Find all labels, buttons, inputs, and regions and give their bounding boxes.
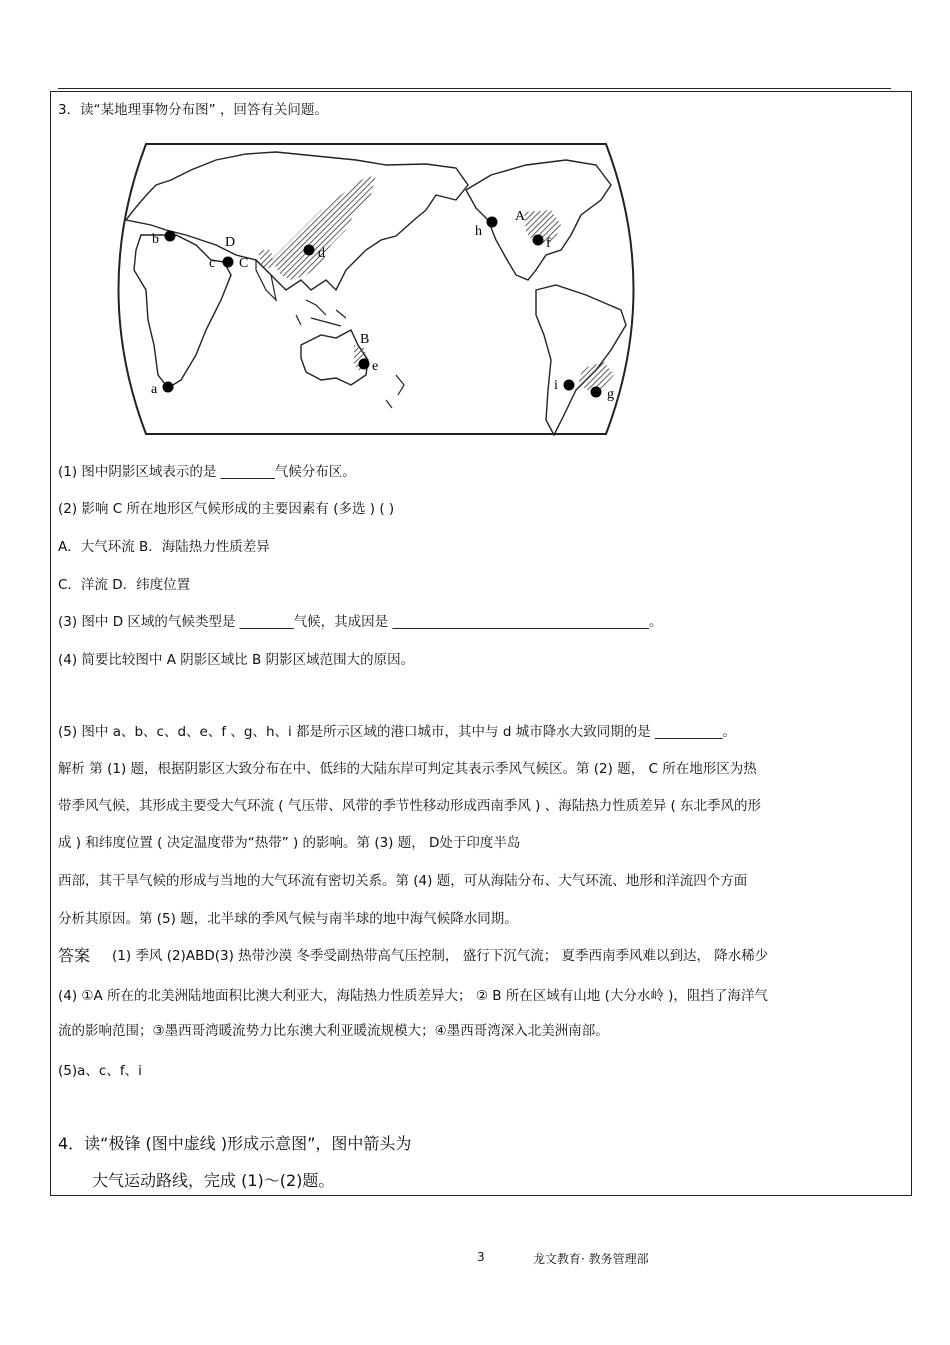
- footer-org: 龙文教育· 教务管理部: [533, 1252, 649, 1266]
- q3-part3: (3) 图中 D 区域的气候类型是 ________气候，其成因是 ______________________________________。: [58, 614, 663, 630]
- page-number: 3: [477, 1250, 485, 1264]
- city-dot-g: [591, 387, 602, 398]
- city-dot-e: [359, 359, 370, 370]
- city-dot-b: [165, 231, 176, 242]
- map-label-g: g: [607, 387, 614, 402]
- answer-line: (4) ①A 所在的北美洲陆地面积比澳大利亚大，海陆热力性质差异大； ② B 所在区域有山地 (大分水岭 )，阻挡了海洋气: [58, 988, 768, 1004]
- shaded-region-south-america: [578, 362, 614, 390]
- map-label-e: e: [372, 359, 379, 374]
- q3-part2-options-cd: C．洋流 D．纬度位置: [58, 577, 191, 593]
- map-label-f: f: [546, 236, 551, 251]
- map-label-B: B: [360, 332, 370, 347]
- question3-title: 3．读“某地理事物分布图” ，回答有关问题。: [58, 102, 328, 118]
- answer-line: (5)a、c、f、i: [58, 1063, 142, 1079]
- islands-outline: [296, 300, 346, 326]
- q3-part5: (5) 图中 a、b、c、d、e、f 、g、h、i 都是所示区域的港口城市，其中与 d 城市降水大致同期的是 __________。: [58, 724, 736, 740]
- nz-outline: [386, 375, 404, 408]
- map-label-c: c: [209, 256, 216, 271]
- city-dot-c: [223, 257, 234, 268]
- analysis-line: 解析 第 (1) 题，根据阴影区大致分布在中、低纬的大陆东岸可判定其表示季风气候区。第 (2) 题， C 所在地形区为热: [58, 761, 757, 777]
- city-dot-i: [564, 380, 575, 391]
- analysis-line: 西部，其干旱气候的形成与当地的大气环流有密切关系。第 (4) 题，可从海陆分布、大气环流、地形和洋流四个方面: [58, 873, 748, 889]
- answer-line: 流的影响范围；③墨西哥湾暖流势力比东澳大利亚暖流规模大；④墨西哥湾深入北美洲南部。: [58, 1023, 609, 1039]
- q3-part4: (4) 简要比较图中 A 阴影区域比 B 阴影区域范围大的原因。: [58, 652, 415, 668]
- map-label-i: i: [554, 378, 558, 393]
- map-label-C: C: [239, 256, 249, 271]
- q3-part1: (1) 图中阴影区域表示的是 ________气候分布区。: [58, 464, 356, 480]
- header-rule: [58, 88, 891, 89]
- analysis-line: 带季风气候，其形成主要受大气环流 ( 气压带、风带的季节性移动形成西南季风 ) 、海陆热力性质差异 ( 东北季风的形: [58, 798, 762, 814]
- q3-part2-options-ab: A．大气环流 B．海陆热力性质差异: [58, 539, 270, 555]
- answer-label: 答案: [58, 946, 91, 965]
- map-label-D: D: [225, 235, 236, 250]
- question4-line1: 4．读“极锋 (图中虚线 )形成示意图”，图中箭头为: [58, 1134, 412, 1153]
- world-distribution-map: [96, 140, 656, 438]
- map-label-h: h: [475, 224, 482, 239]
- answer-line: (1) 季风 (2)ABD(3) 热带沙漠 冬季受副热带高气压控制， 盛行下沉气流； 夏季西南季风难以到达， 降水稀少: [112, 948, 769, 964]
- africa-outline: [134, 235, 231, 388]
- map-label-b: b: [152, 232, 159, 247]
- city-dot-d: [304, 245, 315, 256]
- q3-part2: (2) 影响 C 所在地形区气候形成的主要因素有 (多选 ) ( ): [58, 501, 395, 517]
- shaded-region-east-asia: [271, 175, 376, 280]
- map-label-A: A: [515, 209, 526, 224]
- map-label-a: a: [151, 382, 158, 397]
- city-dot-a: [163, 382, 174, 393]
- question4-line2: 大气运动路线，完成 (1)～(2)题。: [92, 1171, 335, 1190]
- map-label-d: d: [318, 246, 325, 261]
- analysis-line: 成 ) 和纬度位置 ( 决定温度带为“热带” ) 的影响。第 (3) 题， D处于印度半岛: [58, 835, 521, 851]
- city-dot-h: [487, 217, 498, 228]
- analysis-line: 分析其原因。第 (5) 题，北半球的季风气候与南半球的地中海气候降水同期。: [58, 911, 518, 927]
- city-dot-f: [533, 235, 544, 246]
